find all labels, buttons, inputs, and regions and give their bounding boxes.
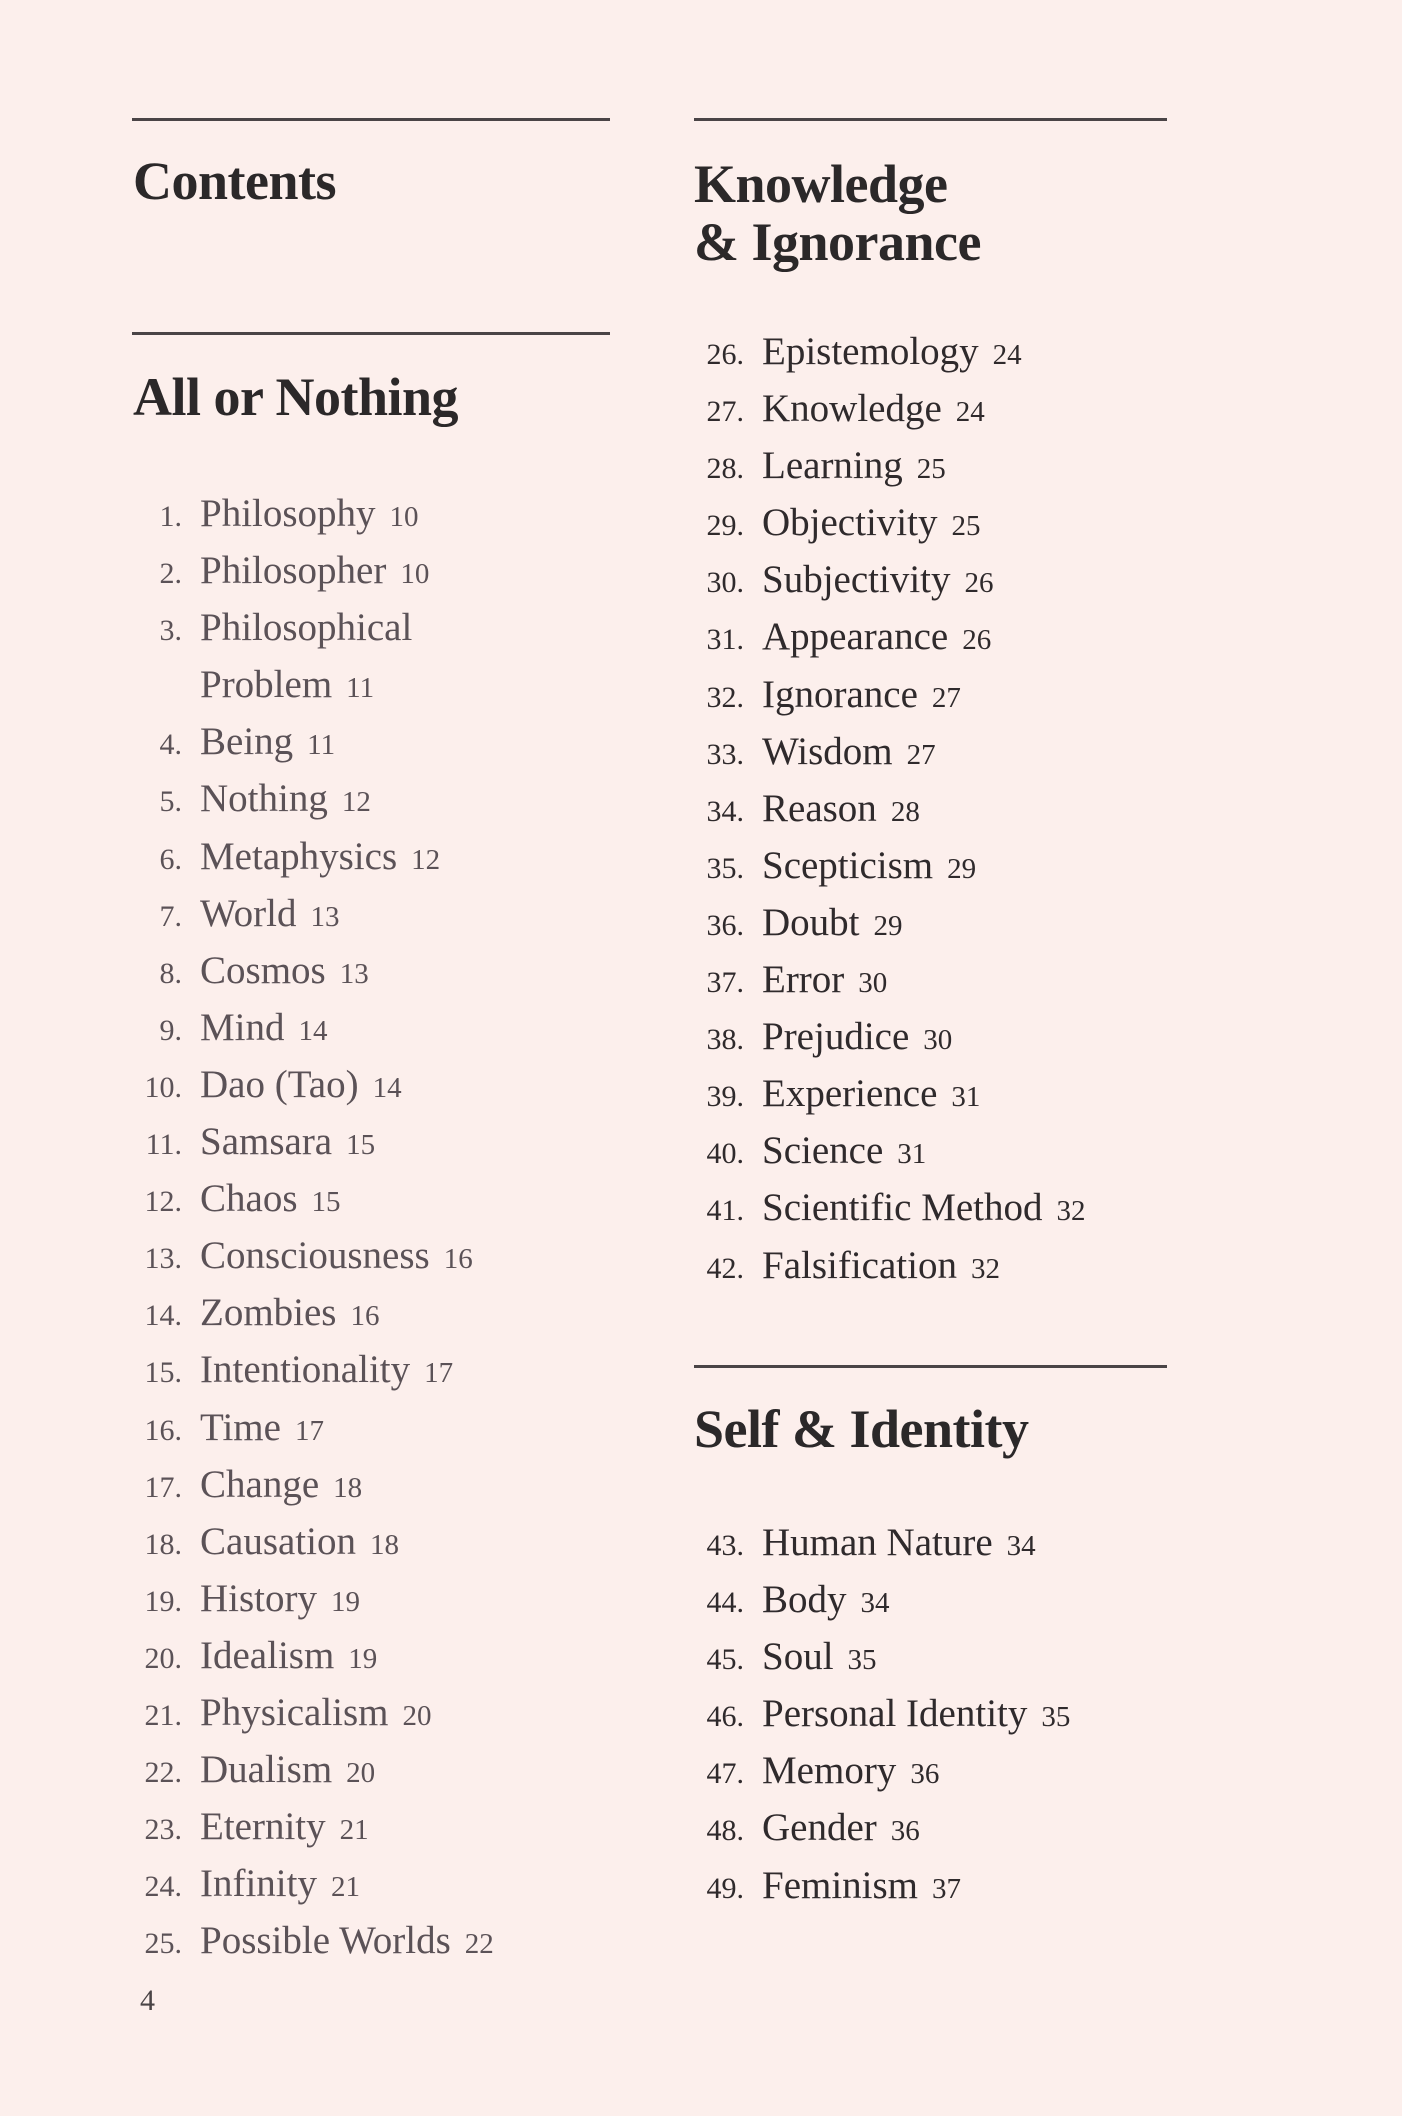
entry-title: Mind xyxy=(200,1005,285,1049)
toc-entry xyxy=(684,1801,1070,1858)
entry-page: 27 xyxy=(931,681,961,714)
toc-entry xyxy=(122,1629,494,1686)
toc-entry xyxy=(684,896,1086,953)
entry-number: 13. xyxy=(144,1242,182,1276)
entry-number: 25. xyxy=(144,1927,182,1961)
entry-number: 36. xyxy=(706,908,744,942)
entry-page: 11 xyxy=(307,729,336,762)
entry-title: Falsification xyxy=(762,1243,957,1287)
toc-entry xyxy=(684,1859,1070,1916)
entry-page: 14 xyxy=(372,1071,402,1104)
entry-title: Metaphysics xyxy=(200,834,398,878)
entry-number: 14. xyxy=(144,1299,182,1333)
entry-title: Knowledge xyxy=(762,387,942,431)
contents-heading: Contents xyxy=(133,151,337,211)
entry-number: 35. xyxy=(706,851,744,885)
entry-title: Appearance xyxy=(762,615,949,659)
entry-title: Causation xyxy=(200,1519,356,1563)
heading-line-1: Knowledge xyxy=(694,154,948,214)
toc-entry xyxy=(122,1458,494,1515)
entry-title: Prejudice xyxy=(762,1015,910,1059)
entry-page: 13 xyxy=(310,900,340,933)
toc-entry xyxy=(684,1239,1086,1296)
toc-entry xyxy=(684,953,1086,1010)
entry-title: Zombies xyxy=(200,1291,337,1335)
entry-number: 30. xyxy=(706,566,744,600)
rule-knowledge xyxy=(694,118,1167,121)
toc-entry xyxy=(122,1743,494,1800)
toc-entry xyxy=(122,1172,494,1229)
toc-entry xyxy=(122,772,494,829)
toc-entry xyxy=(684,1516,1070,1573)
entry-page: 30 xyxy=(923,1024,953,1057)
entry-title: Consciousness xyxy=(200,1234,430,1278)
entry-page: 37 xyxy=(932,1872,962,1905)
entry-number: 15. xyxy=(144,1356,182,1390)
entry-title: Learning xyxy=(762,444,903,488)
entry-title: Infinity xyxy=(200,1862,317,1906)
entry-number: 21. xyxy=(144,1698,182,1732)
entry-page: 10 xyxy=(389,501,419,533)
toc-entry xyxy=(684,1687,1070,1744)
entry-number: 6. xyxy=(159,842,182,876)
entry-number: 45. xyxy=(706,1643,744,1677)
entry-title: Time xyxy=(200,1405,281,1449)
entry-title: Chaos xyxy=(200,1177,298,1221)
entry-page: 25 xyxy=(951,510,981,543)
entry-number: 7. xyxy=(159,899,182,933)
entry-page: 25 xyxy=(916,453,946,486)
entry-title: Body xyxy=(762,1578,847,1622)
entry-page: 24 xyxy=(955,396,985,429)
entry-page: 17 xyxy=(424,1357,454,1390)
toc-entry xyxy=(684,382,1086,439)
entry-title: Philosophical xyxy=(200,606,413,650)
entry-page: 21 xyxy=(339,1814,369,1847)
entry-title: Dualism xyxy=(200,1748,333,1792)
entry-title: Eternity xyxy=(200,1805,326,1849)
entry-number: 38. xyxy=(706,1023,744,1057)
entry-title: Epistemology xyxy=(762,330,979,373)
rule-self-identity xyxy=(694,1365,1167,1368)
toc-list-all-or-nothing xyxy=(122,487,494,1971)
entry-title: Scientific Method xyxy=(762,1186,1043,1230)
toc-entry xyxy=(122,1572,494,1629)
toc-entry xyxy=(122,487,494,544)
entry-page: 34 xyxy=(860,1587,890,1620)
entry-page: 29 xyxy=(873,909,903,942)
entry-number: 27. xyxy=(706,395,744,429)
entry-number: 44. xyxy=(706,1586,744,1620)
entry-number: 19. xyxy=(144,1584,182,1618)
entry-title: Science xyxy=(762,1129,884,1173)
toc-entry xyxy=(122,1343,494,1400)
entry-number: 43. xyxy=(706,1529,744,1562)
entry-number: 46. xyxy=(706,1700,744,1734)
toc-entry xyxy=(122,1115,494,1172)
entry-page: 13 xyxy=(339,957,369,990)
toc-entry xyxy=(122,830,494,887)
entry-number: 40. xyxy=(706,1137,744,1171)
toc-entry xyxy=(684,496,1086,553)
entry-page: 16 xyxy=(350,1300,380,1333)
toc-entry xyxy=(122,544,494,601)
entry-page: 24 xyxy=(992,339,1022,371)
toc-entry xyxy=(684,325,1086,382)
entry-title: Nothing xyxy=(200,777,328,821)
entry-title: History xyxy=(200,1576,317,1620)
entry-number: 8. xyxy=(159,956,182,990)
entry-title: Doubt xyxy=(762,900,860,944)
entry-page: 19 xyxy=(348,1642,378,1675)
entry-page: 35 xyxy=(847,1644,877,1677)
toc-entry-continued xyxy=(122,658,494,715)
entry-title: Memory xyxy=(762,1749,897,1793)
entry-title: Subjectivity xyxy=(762,558,951,602)
toc-entry xyxy=(684,1573,1070,1630)
entry-number: 26. xyxy=(706,338,744,371)
toc-entry xyxy=(684,668,1086,725)
toc-entry xyxy=(122,1058,494,1115)
entry-number: 1. xyxy=(159,500,182,533)
entry-number: 34. xyxy=(706,794,744,828)
entry-page: 26 xyxy=(964,567,994,600)
entry-page: 20 xyxy=(402,1699,432,1732)
entry-number: 5. xyxy=(159,785,182,819)
toc-entry xyxy=(684,839,1086,896)
entry-number: 22. xyxy=(144,1756,182,1790)
page-number: 4 xyxy=(140,1984,155,2017)
rule-contents xyxy=(132,118,610,121)
entry-number: 2. xyxy=(159,557,182,591)
entry-number: 23. xyxy=(144,1813,182,1847)
entry-title: Cosmos xyxy=(200,948,326,992)
toc-list-knowledge-ignorance xyxy=(684,325,1086,1296)
entry-number: 11. xyxy=(145,1128,182,1162)
toc-list-self-identity xyxy=(684,1516,1070,1916)
entry-number: 29. xyxy=(706,509,744,543)
entry-number: 41. xyxy=(706,1194,744,1228)
toc-entry xyxy=(684,1181,1086,1238)
section-heading-knowledge-ignorance xyxy=(694,155,981,271)
entry-title: Error xyxy=(762,958,845,1002)
entry-page: 14 xyxy=(298,1014,328,1047)
rule-all-or-nothing xyxy=(132,332,610,335)
toc-entry xyxy=(122,887,494,944)
entry-page: 10 xyxy=(400,558,430,591)
entry-page: 26 xyxy=(962,624,992,657)
entry-title: Philosopher xyxy=(200,549,387,593)
entry-page: 28 xyxy=(890,795,920,828)
toc-entry xyxy=(122,1686,494,1743)
entry-page: 27 xyxy=(906,738,936,771)
entry-page: 20 xyxy=(346,1757,376,1790)
heading-line-2: & Ignorance xyxy=(694,212,981,272)
entry-page: 21 xyxy=(330,1871,360,1904)
entry-number: 37. xyxy=(706,966,744,1000)
entry-title: Philosophy xyxy=(200,492,376,535)
entry-title: Physicalism xyxy=(200,1690,389,1734)
toc-entry xyxy=(122,1286,494,1343)
entry-title: Personal Identity xyxy=(762,1692,1028,1736)
entry-number: 16. xyxy=(144,1413,182,1447)
toc-entry xyxy=(122,1914,494,1971)
entry-number: 42. xyxy=(706,1251,744,1285)
entry-title: Being xyxy=(200,720,294,764)
entry-title: Intentionality xyxy=(200,1348,411,1392)
entry-page: 18 xyxy=(369,1528,399,1561)
section-heading-self-identity: Self & Identity xyxy=(694,1399,1029,1459)
entry-page: 36 xyxy=(910,1758,940,1791)
entry-title: Possible Worlds xyxy=(200,1919,451,1963)
section-heading-all-or-nothing: All or Nothing xyxy=(133,367,459,427)
entry-page: 15 xyxy=(346,1129,376,1162)
entry-title: Soul xyxy=(762,1635,834,1679)
entry-number: 24. xyxy=(144,1870,182,1904)
entry-number: 48. xyxy=(706,1814,744,1848)
entry-number: 31. xyxy=(706,623,744,657)
toc-entry xyxy=(122,715,494,772)
entry-title: Gender xyxy=(762,1806,877,1850)
entry-page: 30 xyxy=(858,967,888,1000)
toc-entry xyxy=(684,782,1086,839)
entry-page: 19 xyxy=(331,1585,360,1618)
toc-entry xyxy=(684,1744,1070,1801)
entry-number: 49. xyxy=(706,1871,744,1905)
entry-page: 12 xyxy=(341,786,371,819)
entry-number: 10. xyxy=(144,1070,182,1104)
toc-entry xyxy=(122,1229,494,1286)
toc-entry xyxy=(684,1067,1086,1124)
entry-number: 39. xyxy=(706,1080,744,1114)
entry-page: 36 xyxy=(890,1815,920,1848)
toc-entry xyxy=(684,439,1086,496)
entry-number: 28. xyxy=(706,452,744,486)
entry-title: Reason xyxy=(762,786,877,830)
toc-entry xyxy=(684,1630,1070,1687)
toc-entry xyxy=(122,1401,494,1458)
entry-page: 11 xyxy=(346,672,375,705)
entry-number: 18. xyxy=(144,1527,182,1561)
entry-title: Scepticism xyxy=(762,843,934,887)
toc-entry xyxy=(684,610,1086,667)
entry-page: 22 xyxy=(464,1928,494,1961)
entry-page: 15 xyxy=(311,1186,341,1219)
entry-title: Samsara xyxy=(200,1120,333,1164)
entry-title: Wisdom xyxy=(762,729,893,773)
entry-title: Change xyxy=(200,1462,320,1506)
toc-entry xyxy=(122,1857,494,1914)
entry-page: 18 xyxy=(333,1471,363,1504)
entry-number: 4. xyxy=(159,728,182,762)
entry-number: 9. xyxy=(159,1013,182,1047)
toc-entry xyxy=(684,1124,1086,1181)
entry-page: 31 xyxy=(897,1138,927,1171)
entry-title: Dao (Tao) xyxy=(200,1062,359,1106)
entry-title: Feminism xyxy=(762,1863,919,1907)
entry-page: 35 xyxy=(1041,1701,1071,1734)
toc-entry xyxy=(684,553,1086,610)
entry-number: 33. xyxy=(706,737,744,771)
entry-page: 32 xyxy=(970,1252,1000,1285)
entry-page: 31 xyxy=(951,1081,981,1114)
entry-number: 47. xyxy=(706,1757,744,1791)
toc-entry xyxy=(684,1010,1086,1067)
entry-page: 12 xyxy=(411,843,441,876)
entry-title: Experience xyxy=(762,1072,938,1116)
entry-title: Human Nature xyxy=(762,1521,993,1564)
entry-page: 34 xyxy=(1006,1530,1036,1562)
toc-entry xyxy=(122,1515,494,1572)
toc-entry xyxy=(122,944,494,1001)
toc-entry xyxy=(122,1800,494,1857)
entry-title: Idealism xyxy=(200,1633,335,1677)
entry-page: 32 xyxy=(1056,1195,1086,1228)
entry-title: Objectivity xyxy=(762,501,938,545)
entry-title-continued: Problem xyxy=(200,663,333,707)
toc-entry xyxy=(122,1001,494,1058)
entry-page: 17 xyxy=(294,1414,324,1447)
entry-number: 20. xyxy=(144,1641,182,1675)
entry-number: 3. xyxy=(159,614,182,648)
toc-entry xyxy=(684,725,1086,782)
entry-title: World xyxy=(200,891,297,935)
entry-number: 17. xyxy=(144,1470,182,1504)
entry-number: 32. xyxy=(706,680,744,714)
toc-entry xyxy=(122,601,494,658)
entry-page: 29 xyxy=(947,852,977,885)
entry-page: 16 xyxy=(443,1243,473,1276)
entry-title: Ignorance xyxy=(762,672,918,716)
entry-number: 12. xyxy=(144,1185,182,1219)
